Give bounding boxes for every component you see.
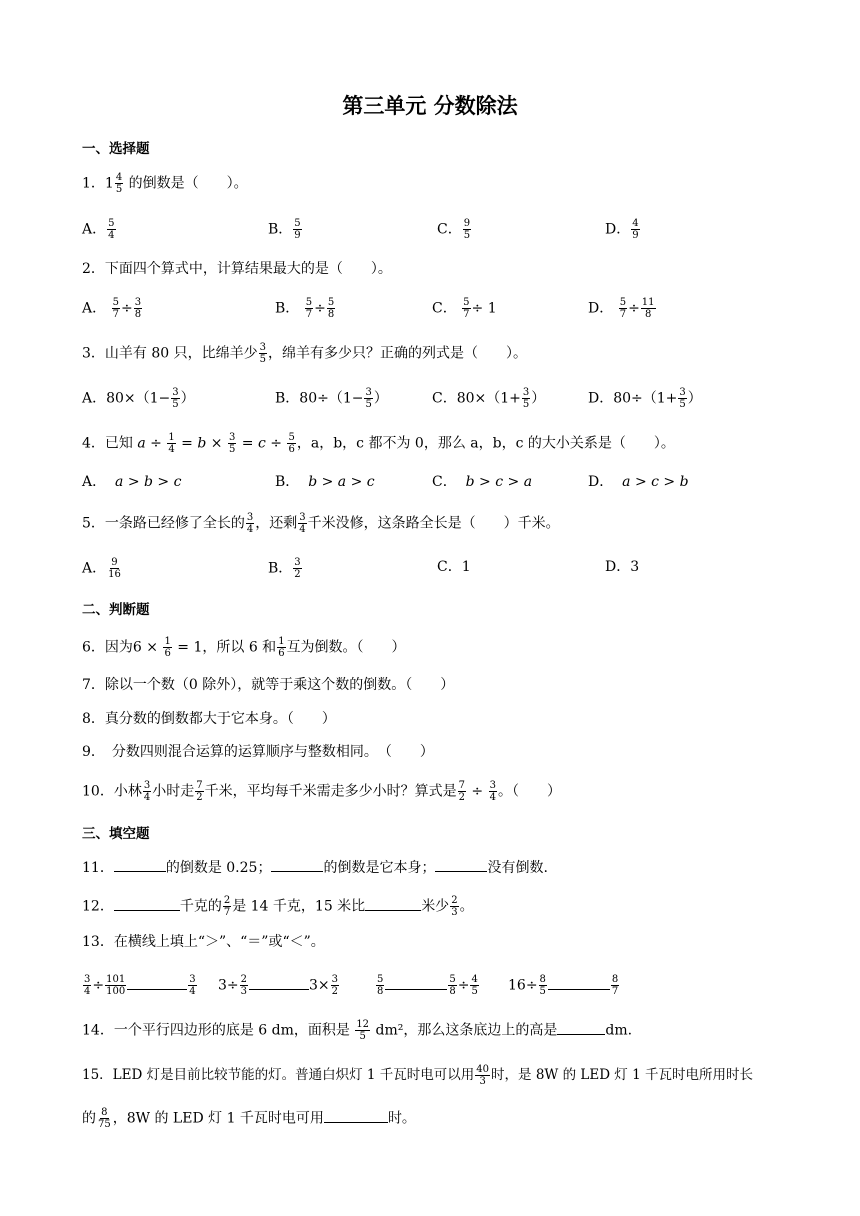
answer-blank[interactable] — [557, 1020, 605, 1035]
page-title: 第三单元 分数除法 — [342, 94, 518, 118]
option-a: A． $\frac{5}{4}$ — [82, 218, 115, 241]
comparison-2: 3÷ $\frac{2}{3}$ 3× $\frac{3}{2}$ — [218, 974, 339, 997]
question-5: 5．一条路已经修了全长的 $\frac{3}{4}$ ，还剩 $\frac{3}{4}$ 千米没修，这条路全长是（ ）千米。 — [82, 512, 560, 535]
option-b: B． b > a > c — [275, 474, 375, 490]
question-2: 2．下面四个算式中，计算结果最大的是（ ）。 — [82, 261, 392, 277]
question-12: 12． 千克的 $\frac{2}{7}$ 是 14 千克，15 米比 米少 $\frac{2}{3}$ 。 — [82, 895, 474, 918]
option-c: C．1 — [437, 559, 471, 575]
option-a: A． a > b > c — [82, 474, 182, 490]
comparison-3: $\frac{5}{8}$ $\frac{5}{8}$ ÷ $\frac{4}{5}$ — [377, 974, 478, 997]
comparison-blank[interactable] — [548, 975, 610, 990]
question-1: 1．1 $\frac{4}{5}$ 的倒数是（ ）。 — [82, 172, 248, 195]
question-14: 14．一个平行四边形的底是 6 dm，面积是 $\frac{12}{5}$ dm²，那么这条底边上的高是 dm. — [82, 1019, 633, 1042]
question-15-line-1: 15．LED 灯是目前比较节能的灯。普通白炽灯 1 千瓦时电可以用 $\frac{40}{3}$ 时，是 8W 的 LED 灯 1 千瓦时电所用时长 — [82, 1064, 753, 1087]
question-15-line-2: 的 $\frac{8}{75}$ ，8W 的 LED 灯 1 千瓦时电可用 时。 — [82, 1107, 416, 1130]
comparison-blank[interactable] — [249, 975, 309, 990]
comparison-blank[interactable] — [385, 975, 447, 990]
answer-blank[interactable] — [324, 1108, 388, 1123]
option-d: D．3 — [605, 559, 640, 575]
question-10: 10．小林 $\frac{3}{4}$ 小时走 $\frac{7}{2}$ 千米，平均每千米需走多少小时？算式是 $\frac{7}{2}$ ÷ $\frac{3}{4}$ 。（ ） — [82, 780, 561, 803]
option-b: B． $\frac{3}{2}$ — [268, 557, 301, 580]
option-a: A．80×（1− $\frac{3}{5}$ ） — [82, 387, 195, 410]
section-heading-fill: 三、填空题 — [82, 826, 150, 842]
answer-blank[interactable] — [435, 857, 487, 872]
option-b: B．80÷（1− $\frac{3}{5}$ ） — [275, 387, 388, 410]
question-6: 6．因为6 × $\frac{1}{6}$ = 1，所以 6 和 $\frac{1}{6}$ 互为倒数。（ ） — [82, 636, 406, 659]
option-c: C． $\frac{5}{7}$ ÷ 1 — [432, 297, 497, 320]
question-11: 11． 的倒数是 0.25； 的倒数是它本身； 没有倒数. — [82, 857, 860, 878]
question-3: 3．山羊有 80 只，比绵羊少 $\frac{3}{5}$ ，绵羊有多少只？正确的列式是（ ）。 — [82, 342, 527, 365]
answer-blank[interactable] — [114, 857, 166, 872]
option-b: B． $\frac{5}{7}$ ÷ $\frac{5}{8}$ — [275, 297, 335, 320]
question-9: 9． 分数四则混合运算的运算顺序与整数相同。 （ ） — [82, 744, 434, 760]
answer-blank[interactable] — [114, 896, 180, 911]
option-d: D． $\frac{5}{7}$ ÷ $\frac{11}{8}$ — [588, 297, 655, 320]
option-c: C． $\frac{9}{5}$ — [437, 218, 471, 241]
option-a: A． $\frac{9}{16}$ — [82, 557, 121, 580]
answer-blank[interactable] — [365, 896, 421, 911]
comparison-4: 16÷ $\frac{8}{5}$ $\frac{8}{7}$ — [508, 974, 619, 997]
option-d: D．80÷（1+ $\frac{3}{5}$ ） — [588, 387, 702, 410]
question-4: 4．已知 a ÷ $\frac{1}{4}$ = b × $\frac{3}{5}$ = c ÷ $\frac{5}{6}$ ，a，b，c 都不为 0，那么 a，b，c 的大小关系是（ ）。 — [82, 432, 675, 455]
option-d: D． $\frac{4}{9}$ — [605, 218, 639, 241]
option-d: D． a > c > b — [588, 474, 689, 490]
comparison-1: $\frac{3}{4}$ ÷ $\frac{101}{100}$ $\frac{3}{4}$ — [84, 974, 196, 997]
section-heading-choice: 一、选择题 — [82, 141, 150, 157]
question-8: 8．真分数的倒数都大于它本身。（ ） — [82, 711, 336, 727]
question-7: 7．除以一个数（0 除外），就等于乘这个数的倒数。（ ） — [82, 677, 455, 693]
option-a: A． $\frac{5}{7}$ ÷ $\frac{3}{8}$ — [82, 297, 142, 320]
option-c: C．80×（1+ $\frac{3}{5}$ ） — [432, 387, 546, 410]
question-13: 13．在横线上填上“＞”、“＝”或“＜”。 — [82, 934, 325, 950]
comparison-blank[interactable] — [127, 975, 187, 990]
answer-blank[interactable] — [271, 857, 323, 872]
option-c: C． b > c > a — [432, 474, 533, 490]
section-heading-judgement: 二、判断题 — [82, 602, 150, 618]
option-b: B． $\frac{5}{9}$ — [268, 218, 301, 241]
